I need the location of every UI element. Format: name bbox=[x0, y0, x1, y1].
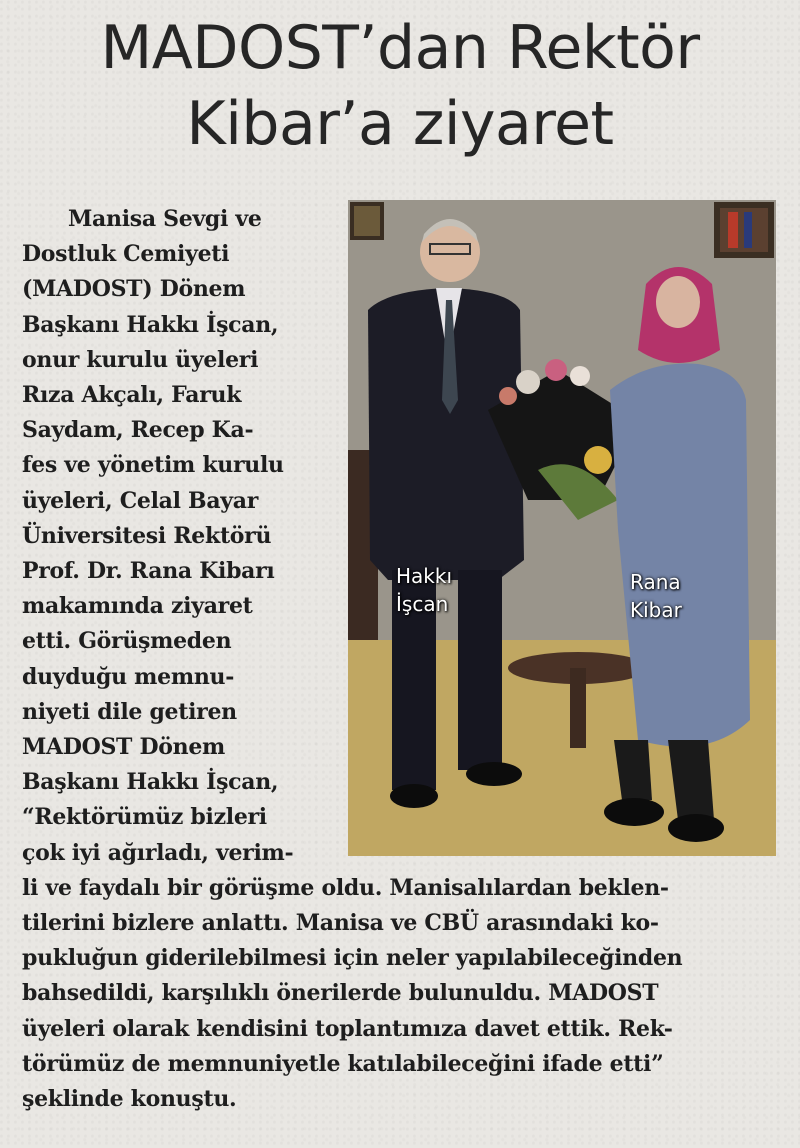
headline-line-2: Kibar’a ziyaret bbox=[186, 89, 614, 159]
article-line: Saydam, Recep Ka- bbox=[22, 417, 254, 444]
article-line: Prof. Dr. Rana Kibarı bbox=[22, 558, 275, 584]
article-line: makamında ziyaret bbox=[22, 593, 253, 620]
caption-left-line-1: Hakkı bbox=[396, 564, 453, 588]
article-line: pukluğun giderilebilmesi için neler yapılabileceğinden bbox=[22, 945, 683, 972]
article-line: çok iyi ağırladı, verim- bbox=[22, 839, 294, 866]
article-line: MADOST Dönem bbox=[22, 734, 226, 760]
article-line: törümüz de memnuniyetle katılabileceğini ifade etti” bbox=[22, 1050, 664, 1077]
article-line: üyeleri, Celal Bayar bbox=[22, 487, 259, 514]
article-line: Dostluk Cemiyeti bbox=[22, 241, 230, 268]
caption-left-line-2: İşcan bbox=[396, 592, 449, 616]
article-line: niyeti dile getiren bbox=[22, 698, 237, 725]
article-line: Rıza Akçalı, Faruk bbox=[22, 382, 242, 408]
article-line: bahsedildi, karşılıklı önerilerde bulunuldu. MADOST bbox=[22, 980, 659, 1007]
article-line: “Rektörümüz bizleri bbox=[22, 804, 267, 831]
article-line: Başkanı Hakkı İşcan, bbox=[22, 769, 279, 796]
article-line: (MADOST) Dönem bbox=[22, 276, 246, 303]
article-line: etti. Görüşmeden bbox=[22, 628, 232, 655]
article-line: li ve faydalı bir görüşme oldu. Manisalılardan beklen- bbox=[22, 874, 669, 901]
headline bbox=[0, 10, 800, 162]
article-line: tilerini bizlere anlattı. Manisa ve CBÜ arasındaki ko- bbox=[22, 910, 659, 936]
headline-line-1: MADOST’dan Rektör bbox=[100, 13, 700, 83]
article-line: şeklinde konuştu. bbox=[22, 1086, 237, 1112]
article-line: üyeleri olarak kendisini toplantımıza davet ettik. Rek- bbox=[22, 1015, 673, 1042]
article-line: onur kurulu üyeleri bbox=[22, 346, 259, 373]
article-line: duyduğu memnu- bbox=[22, 663, 235, 690]
article-line: Başkanı Hakkı İşcan, bbox=[22, 311, 279, 338]
article-line: Manisa Sevgi ve bbox=[68, 206, 262, 232]
caption-right-line-2: Kibar bbox=[630, 598, 682, 622]
article-line: Üniversitesi Rektörü bbox=[22, 522, 272, 549]
photo-caption-left bbox=[396, 562, 452, 618]
article-line: fes ve yönetim kurulu bbox=[22, 452, 284, 479]
photo-caption-right bbox=[630, 568, 682, 624]
caption-right-line-1: Rana bbox=[630, 570, 681, 594]
news-photo bbox=[348, 200, 776, 856]
